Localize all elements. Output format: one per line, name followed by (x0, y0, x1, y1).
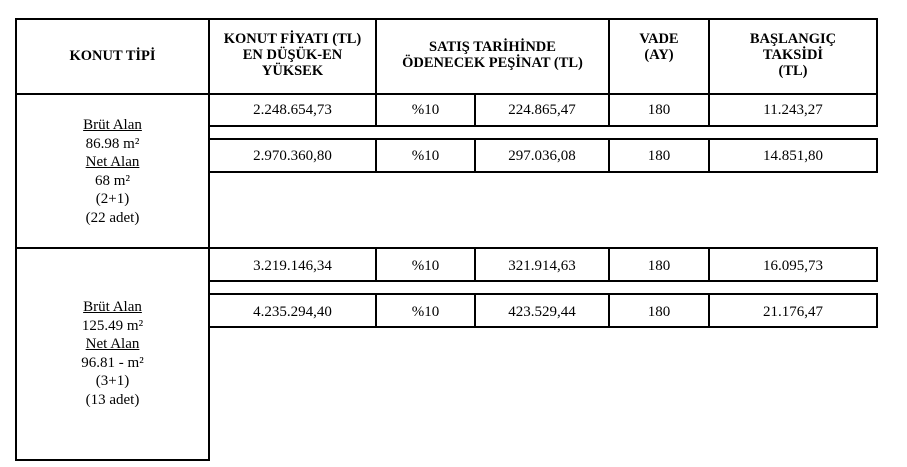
rate-cell: %10 (411, 102, 440, 118)
header-konut-fiyati: KONUT FİYATI (TL) EN DÜŞÜK-EN YÜKSEK (223, 31, 362, 79)
net-alan-value: 68 m² (95, 172, 130, 189)
brut-alan-value: 125.49 m² (81, 317, 144, 334)
brut-alan-value: 86.98 m² (85, 135, 140, 152)
installment-cell: 11.243,27 (763, 102, 823, 118)
table-right-border-header (876, 18, 878, 95)
cell-divider (876, 138, 878, 173)
rate-cell: %10 (411, 304, 440, 320)
price-cell: 2.970.360,80 (253, 148, 332, 164)
unit-count: (13 adet) (85, 391, 140, 408)
installment-cell: 21.176,47 (763, 304, 823, 320)
down-payment-cell: 224.865,47 (508, 102, 576, 118)
price-cell: 4.235.294,40 (253, 304, 332, 320)
room-count: (3+1) (95, 373, 130, 389)
row-bottom-border (208, 125, 878, 127)
rate-cell: %10 (411, 148, 440, 164)
brut-alan-label: Brüt Alan (83, 299, 142, 315)
net-alan-label: Net Alan (85, 336, 140, 352)
row-top-border (208, 247, 878, 249)
net-alan-value: 96.81 - m² (81, 354, 144, 371)
rate-cell: %10 (411, 258, 440, 274)
header-vade: VADE (AY) (639, 31, 679, 63)
header-baslangic-taksidi: BAŞLANGIÇ TAKSİDİ (TL) (749, 31, 837, 79)
down-payment-cell: 423.529,44 (508, 304, 576, 320)
cell-divider (876, 293, 878, 328)
row-top-border (208, 293, 878, 295)
brut-alan-label: Brüt Alan (83, 117, 142, 133)
price-cell: 2.248.654,73 (253, 102, 332, 118)
table-bottom-border (15, 459, 210, 461)
term-cell: 180 (647, 258, 671, 274)
header-divider-1 (208, 18, 210, 461)
term-cell: 180 (647, 304, 671, 320)
term-cell: 180 (647, 148, 671, 164)
installment-cell: 14.851,80 (763, 148, 823, 164)
row-bottom-border (208, 171, 878, 173)
konut-tipi-group-2 (17, 298, 208, 409)
room-count: (2+1) (95, 191, 130, 207)
cell-divider (876, 247, 878, 282)
header-pesinat: SATIŞ TARİHİNDE ÖDENECEK PEŞİNAT (TL) (402, 39, 583, 71)
header-bottom-border (15, 93, 878, 95)
down-payment-cell: 321.914,63 (508, 258, 576, 274)
price-cell: 3.219.146,34 (253, 258, 332, 274)
cell-divider (876, 93, 878, 127)
installment-cell: 16.095,73 (763, 258, 823, 274)
unit-count: (22 adet) (85, 209, 140, 226)
down-payment-cell: 297.036,08 (508, 148, 576, 164)
row-top-border (208, 138, 878, 140)
term-cell: 180 (647, 102, 671, 118)
table-top-border (15, 18, 878, 20)
net-alan-label: Net Alan (85, 154, 140, 170)
header-konut-tipi: KONUT TİPİ (69, 48, 156, 64)
group-separator (15, 247, 210, 249)
row-bottom-border (208, 326, 878, 328)
konut-tipi-group-1 (17, 116, 208, 227)
row-bottom-border (208, 280, 878, 282)
